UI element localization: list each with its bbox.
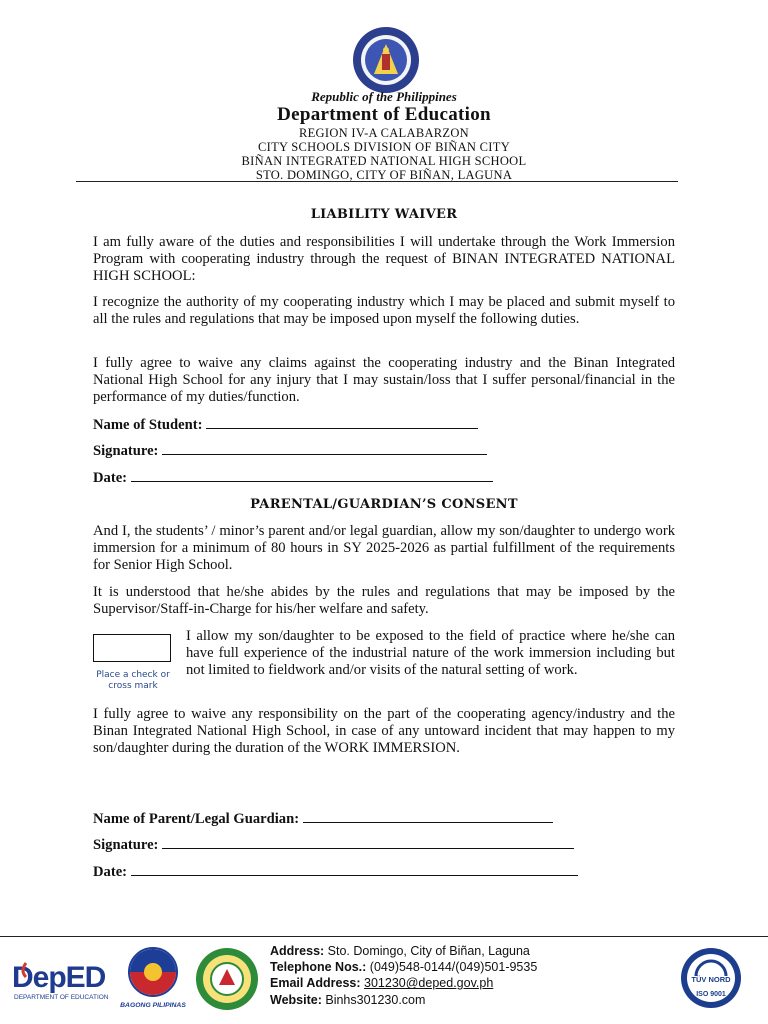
division-line: CITY SCHOOLS DIVISION OF BIÑAN CITY [257,140,511,154]
consent-paragraph: And I, the students’ / minor’s parent and/or legal guardian, allow my son/daughter to undergo work immersion for a minimum of 80 hours in SY 2025-2026 as partial fulfillment of the requirements for Senior High School. [93,523,675,573]
blank-line[interactable] [206,416,478,429]
guardian-name-field[interactable] [93,810,553,828]
svg-text:TÜV NORD: TÜV NORD [691,975,731,984]
blank-line[interactable] [131,469,493,482]
tuv-iso-certification-logo [676,946,746,1018]
footer-divider [0,936,768,937]
deped-logo [10,957,114,1005]
consent-paragraph: I fully agree to waive any responsibility on the part of the cooperating agency/industry and the Binan Integrated National High School, in case of any untoward incident that may happen to my son/daughter during the duration of the WORK IMMERSION. [93,706,675,756]
consent-checkbox[interactable] [93,634,171,662]
field-label: Name of Student: [93,417,203,433]
contact-address: Address: Sto. Domingo, City of Biñan, Laguna [270,944,530,958]
svg-text:ISO 9001: ISO 9001 [696,991,726,998]
waiver-title: LIABILITY WAIVER [310,207,458,222]
republic-line: Republic of the Philippines [311,89,457,104]
field-label: Signature: [93,443,159,459]
school-line: BIÑAN INTEGRATED NATIONAL HIGH SCHOOL [241,154,527,168]
svg-text:DEPARTMENT OF EDUCATION: DEPARTMENT OF EDUCATION [14,994,109,1001]
email-link[interactable]: 301230@deped.gov.ph [364,976,494,991]
contact-telephone: Telephone Nos.: (049)548-0144/(049)501-9535 [270,960,538,975]
field-label: Signature: [93,837,159,853]
field-label: Date: [93,470,128,486]
svg-text:DepED: DepED [12,961,106,994]
contact-block [270,943,537,1008]
contact-website: Website: Binhs301230.com [270,992,426,1007]
blank-line[interactable] [162,442,487,455]
field-label: Date: [93,864,128,880]
bagong-pilipinas-logo [118,944,188,1010]
checkbox-note: Place a check or cross mark [96,670,170,691]
region-line: REGION IV-A CALABARZON [298,126,470,140]
svg-text:BAGONG PILIPINAS: BAGONG PILIPINAS [120,1002,186,1009]
student-date-field[interactable] [93,469,493,487]
consent-paragraph: It is understood that he/she abides by the rules and regulations that may be imposed by the Supervisor/Staff-in-Charge for his/her welfare and safety. [93,584,675,617]
waiver-paragraph: I recognize the authority of my cooperating industry which I may be placed and submit myself to all the rules and regulations that may be imposed upon myself the following duties. [93,294,675,327]
school-seal-logo [192,946,262,1012]
field-label: Name of Parent/Legal Guardian: [93,811,300,827]
guardian-date-field[interactable] [93,863,578,881]
header-divider [76,181,678,182]
consent-paragraph: I allow my son/daughter to be exposed to the field of practice where he/she can have full experience of the industrial nature of the work immersion including but not limited to fieldwork and/or visits of the natural setting of work. [186,628,675,678]
guardian-signature-field[interactable] [93,836,574,854]
department-title: Department of Education [277,104,491,125]
consent-title: PARENTAL/GUARDIAN’S CONSENT [250,497,518,512]
location-line: STO. DOMINGO, CITY OF BIÑAN, LAGUNA [255,168,513,182]
blank-line[interactable] [131,863,578,876]
blank-line[interactable] [162,836,574,849]
blank-line[interactable] [303,810,553,823]
waiver-paragraph: I fully agree to waive any claims against the cooperating industry and the Binan Integrated National High School for any injury that I may sustain/loss that I suffer personal/financial in the performance of my duties/function. [93,355,675,405]
waiver-paragraph: I am fully aware of the duties and responsibilities I will undertake through the Work Immersion Program with cooperating industry through the request of BINAN INTEGRATED NATIONAL HIGH SCHOOL: [93,234,675,284]
deped-seal-logo [346,24,426,96]
student-signature-field[interactable] [93,442,487,460]
contact-email: Email Address: 301230@deped.gov.ph [270,976,494,991]
student-name-field[interactable] [93,416,478,434]
